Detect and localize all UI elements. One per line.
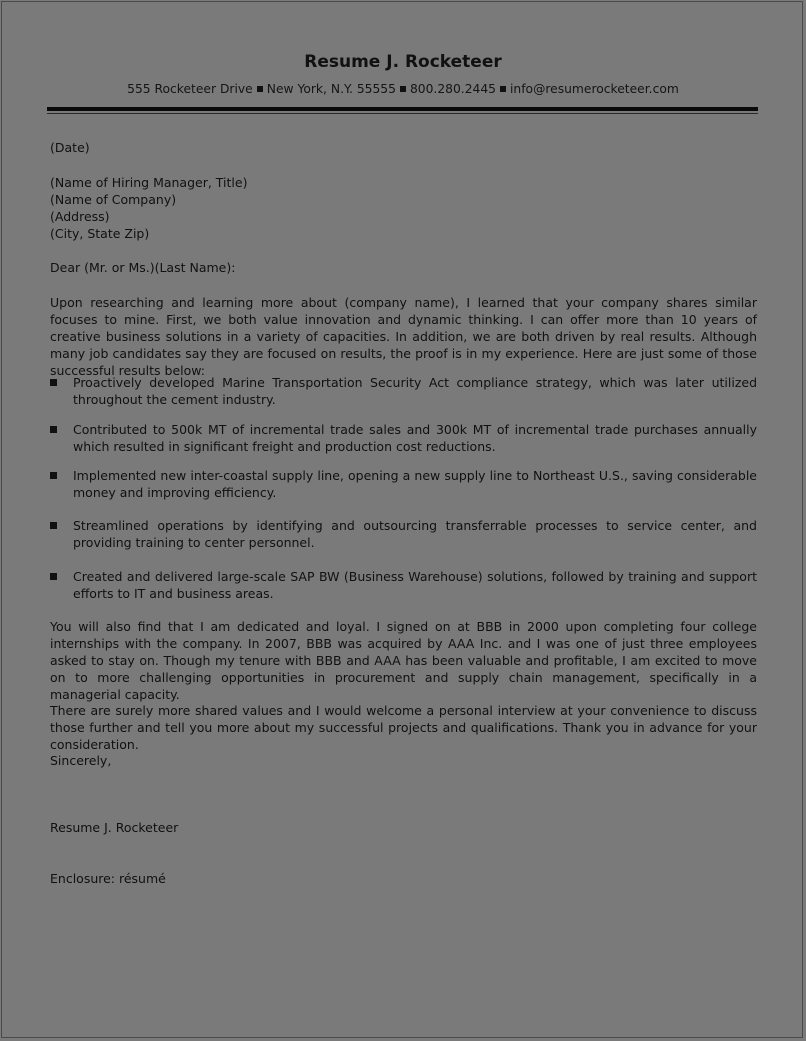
salutation: Dear (Mr. or Ms.)(Last Name): [50,260,236,275]
sender-contact-line [0,82,806,96]
signature-name: Resume J. Rocketeer [50,820,179,835]
bullet-square-icon [50,522,57,529]
separator-square-icon [257,86,263,92]
recipient-name: (Name of Hiring Manager, Title) [50,175,248,190]
bullet-square-icon [50,573,57,580]
intro-paragraph: Upon researching and learning more about (company name), I learned that your company shares similar focuses to mine. First, we both value innovation and dynamic thinking. I can offer more than 10 years of creative business solutions in a variety of capacities. In addition, we are both driven by real results. Although many job candidates say they are focused on results, the proof is in my experience. Here are just some of those successful results below: [50,295,757,378]
recipient-address: (Address) [50,209,110,224]
loyalty-paragraph: You will also find that I am dedicated and loyal. I signed on at BBB in 2000 upon completing four college internships with the company. In 2007, BBB was acquired by AAA Inc. and I was one of just three employees asked to stay on. Though my tenure with BBB and AAA has been valuable and profitable, I am excited to move on to more challenging opportunities in procurement and supply chain management, specifically in a managerial capacity. [50,619,757,702]
header-divider-thin [47,113,758,114]
list-item-text: Implemented new inter-coastal supply line, opening a new supply line to Northeast U.S., saving considerable money and improving efficiency. [73,468,757,500]
signoff: Sincerely, [50,753,112,768]
sender-address: 555 Rocketeer Drive [127,82,253,96]
list-item-text: Created and delivered large-scale SAP BW (Business Warehouse) solutions, followed by training and support efforts to IT and business areas. [73,569,757,601]
bullet-square-icon [50,472,57,479]
list-item-text: Proactively developed Marine Transportation Security Act compliance strategy, which was later utilized throughout the cement industry. [73,375,757,407]
closing-paragraph: There are surely more shared values and I would welcome a personal interview at your convenience to discuss those further and tell you more about my successful projects and qualifications. Thank you in advance for your consideration. [50,703,757,752]
bullet-square-icon [50,426,57,433]
letter-date: (Date) [50,140,90,155]
separator-square-icon [500,86,506,92]
recipient-company: (Name of Company) [50,192,177,207]
sender-email: info@resumerocketeer.com [510,82,679,96]
enclosure-note: Enclosure: résumé [50,871,166,886]
header-divider [47,107,758,111]
recipient-city: (City, State Zip) [50,226,150,241]
sender-phone: 800.280.2445 [409,82,497,96]
sender-name: Resume J. Rocketeer [304,52,502,72]
list-item-text: Contributed to 500k MT of incremental trade sales and 300k MT of incremental trade purchases annually which resulted in significant freight and production cost reductions. [73,422,757,454]
separator-square-icon [400,86,406,92]
sender-city: New York, N.Y. 55555 [266,82,396,96]
list-item-text: Streamlined operations by identifying and outsourcing transferrable processes to service center, and providing training to center personnel. [73,518,757,550]
bullet-square-icon [50,379,57,386]
